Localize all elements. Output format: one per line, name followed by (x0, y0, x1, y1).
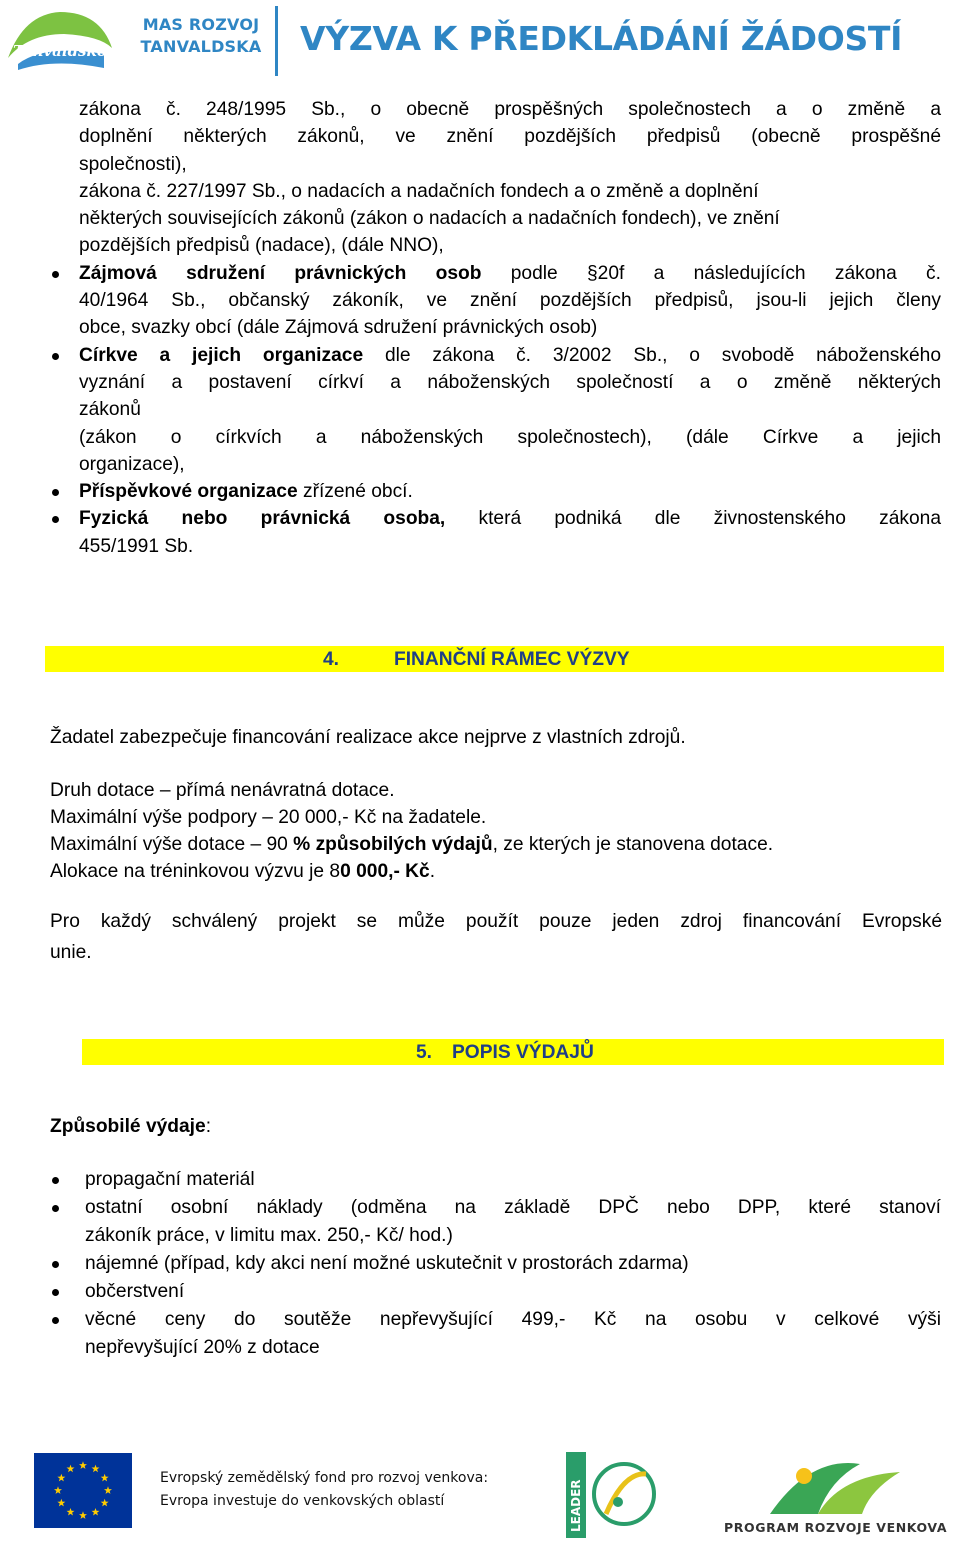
leader-logo (566, 1452, 658, 1538)
text-line: propagační materiál (85, 1169, 255, 1190)
organization-name-line1: MAS ROZVOJ (142, 15, 260, 34)
page-header (0, 0, 960, 90)
list-item (79, 478, 941, 505)
text-line: zákoník práce, v limitu max. 250,- Kč/ hod.) (85, 1225, 453, 1246)
organization-name-line2: TANVALDSKA (140, 37, 262, 56)
text-line: občerstvení (85, 1281, 185, 1302)
bullet-icon (52, 1289, 59, 1296)
svg-text:LEADER: LEADER (569, 1479, 583, 1532)
section-title: POPIS VÝDAJŮ (452, 1042, 594, 1063)
tanvaldsko-logo (4, 4, 116, 76)
eligible-expenses-list (85, 1166, 941, 1362)
paragraph: Žadatel zabezpečuje financování realizace akce nejprve z vlastních zdrojů. (50, 727, 686, 748)
footer-line: Evropa investuje do venkovských oblastí (160, 1493, 445, 1509)
bullet-icon (52, 1177, 59, 1184)
organization-name (133, 14, 269, 58)
list-item (85, 1278, 941, 1306)
bullet-icon (52, 271, 59, 278)
bullet-icon (52, 516, 59, 523)
text-line: zákona č. 227/1997 Sb., o nadacích a nadačních fondech a o změně a doplnění (79, 180, 759, 202)
text-line: Fyzická nebo právnická osoba, která podniká dle živnostenského zákona (79, 508, 941, 530)
paragraph: Druh dotace – přímá nenávratná dotace. (50, 780, 395, 801)
text-line: vyznání a postavení církví a náboženských společností a o změně některých (79, 371, 941, 393)
page-title: VÝZVA K PŘEDKLÁDÁNÍ ŽÁDOSTÍ (300, 19, 903, 58)
list-item (79, 342, 941, 478)
footer-fund-text (160, 1467, 488, 1513)
list-item (85, 1166, 941, 1194)
eligible-applicants (79, 96, 941, 560)
section-number: 4. (323, 649, 340, 670)
financial-framework-text (50, 724, 942, 966)
paragraph: Alokace na tréninkovou výzvu je 80 000,- Kč. (50, 861, 436, 882)
section-title: FINANČNÍ RÁMEC VÝZVY (394, 649, 630, 670)
bullet-icon (52, 489, 59, 496)
text-line: nepřevyšující 20% z dotace (85, 1337, 320, 1358)
paragraph: Maximální výše dotace – 90 % způsobilých výdajů, ze kterých je stanovena dotace. (50, 834, 774, 855)
text-line: Příspěvkové organizace zřízené obcí. (79, 481, 413, 503)
footer-line: Evropský zemědělský fond pro rozvoj venkova: (160, 1470, 489, 1486)
list-item (79, 260, 941, 342)
text-line: společnosti), (79, 153, 187, 175)
text-line: 40/1964 Sb., občanský zákoník, ve znění pozdějších předpisů, jsou-li jejich členy (79, 290, 941, 312)
list-item (85, 1250, 941, 1278)
text-line: pozdějších předpisů (nadace), (dále NNO), (79, 235, 444, 257)
program-name: PROGRAM ROZVOJE VENKOVA (724, 1520, 948, 1535)
text-line: některých souvisejících zákonů (zákon o nadacích a nadačních fondech), ve znění (79, 208, 780, 230)
text-line: ostatní osobní náklady (odměna na základě DPČ nebo DPP, které stanoví (85, 1197, 941, 1218)
text-line: zákona č. 248/1995 Sb., o obecně prospěšných společnostech a o změně a (79, 99, 941, 120)
header-divider (275, 6, 278, 76)
bullet-icon (52, 1317, 59, 1324)
paragraph: Maximální výše podpory – 20 000,- Kč na žadatele. (50, 807, 487, 828)
section-heading-expenses (82, 1039, 944, 1065)
text-line: Zájmová sdružení právnických osob podle §20f a následujících zákona č. (79, 262, 941, 284)
text-line: doplnění některých zákonů, ve znění pozdějších předpisů (obecně prospěšné (79, 126, 941, 148)
text-line: 455/1991 Sb. (79, 535, 194, 557)
text-line: organizace), (79, 453, 185, 475)
text-line: nájemné (případ, kdy akci není možné uskutečnit v prostorách zdarma) (85, 1253, 689, 1274)
bullet-icon (52, 1261, 59, 1268)
eligible-expenses-heading: Způsobilé výdaje: (50, 1116, 212, 1137)
text-line: Církve a jejich organizace dle zákona č. 3/2002 Sb., o svobodě náboženského (79, 344, 941, 366)
bullet-icon (52, 1205, 59, 1212)
list-item (85, 1306, 941, 1362)
text-line: věcné ceny do soutěže nepřevyšující 499,- Kč na osobu v celkové výši (85, 1309, 941, 1330)
section-number: 5. (416, 1042, 433, 1063)
paragraph: unie. (50, 942, 92, 963)
text-line: (zákon o církvích a náboženských společnostech), (dále Církve a jejich (79, 426, 941, 448)
svg-text:Tanvaldsko: Tanvaldsko (13, 42, 107, 60)
text-line: zákonů (79, 399, 141, 421)
paragraph: Pro každý schválený projekt se může použít pouze jeden zdroj financování Evropské (50, 911, 942, 932)
eu-flag-icon (34, 1453, 132, 1528)
section-heading-financial-framework (45, 646, 944, 672)
bullet-icon (52, 353, 59, 360)
list-item (85, 1194, 941, 1250)
list-item (79, 505, 941, 560)
text-line: obce, svazky obcí (dále Zájmová sdružení právnických osob) (79, 317, 598, 339)
